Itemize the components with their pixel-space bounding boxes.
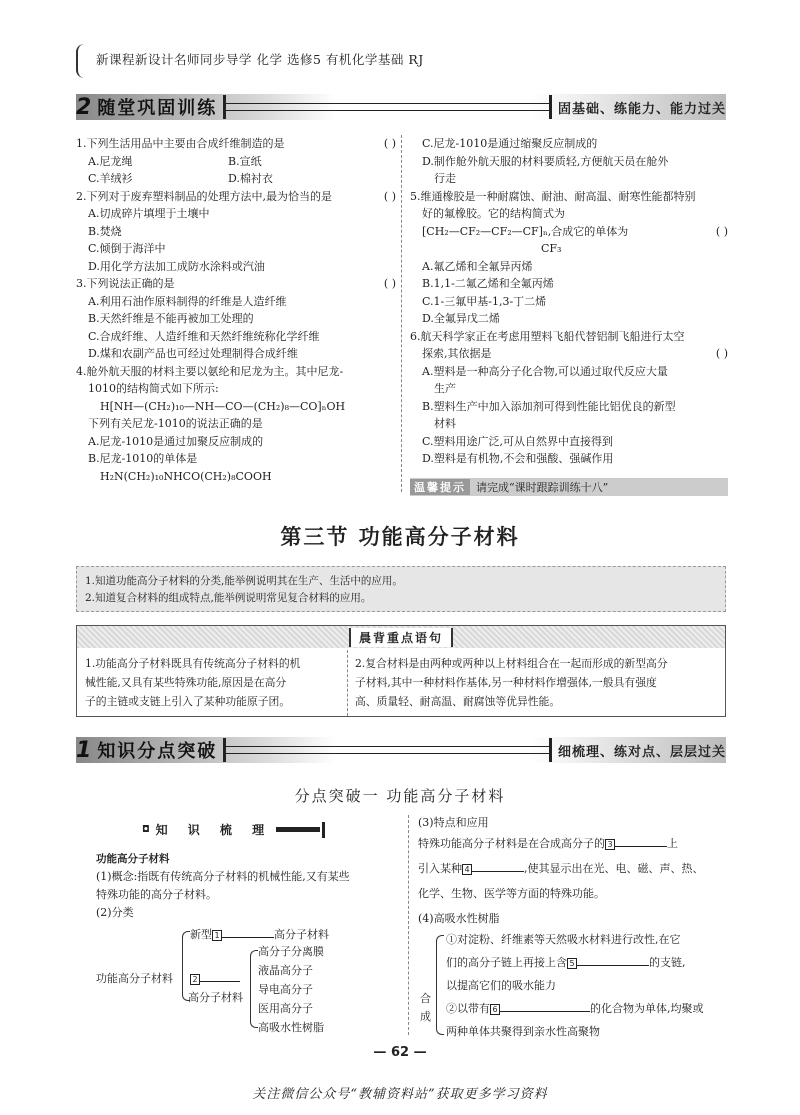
option: D.煤和农副产品也可经过处理制得合成纤维 [88,347,298,360]
option: B.焚烧 [88,224,122,238]
key-point-right [355,654,721,711]
lower-column-divider [408,815,409,1035]
goal-item: 2.知道复合材料的组成特点,能举例说明常见复合材料的应用。 [85,592,372,604]
blank-number-box: 1 [212,930,222,941]
option: D.棉衬衣 [228,172,273,185]
section-rule [223,746,552,754]
section-band-knowledge [76,737,726,763]
option: 行走 [434,172,456,185]
method-line: ①对淀粉、纤维素等天然吸水材料进行改性,在它 [446,933,681,946]
fill-blank[interactable] [500,1000,590,1012]
key-point-line: 子的主链或支链上引入了某种功能原子团。 [85,695,291,708]
feature-line [418,856,728,881]
option: A.塑料是一种高分子化合物,可以通过取代反应大量 [422,364,668,378]
pill-icon: ◘ [142,824,150,835]
option: C.塑料用途广泛,可从自然界中直接得到 [422,434,614,448]
section-band-practice [76,94,726,120]
header-curve [76,44,86,78]
pill-bar-end [322,822,325,838]
formula-monomer: H₂N(CH₂)₁₀NHCO(CH₂)₈COOH [100,469,272,483]
question-text: 1010的结构简式如下所示: [88,382,219,395]
question-1: 1.下列生活用品中主要由合成纤维制造的是 ( ) [76,135,396,153]
option: C.合成纤维、人造纤维和天然纤维统称化学纤维 [88,329,320,343]
synthesis-label: 合成 [420,992,431,1023]
text: 们的高分子链上再接上含 [446,956,567,969]
section-rule [223,103,552,111]
goal-item: 1.知道功能高分子材料的分类,能举例说明其在生产、生活中的应用。 [85,575,403,587]
fill-blank[interactable] [615,835,667,847]
tree-branch-2: 高分子材料 [188,991,243,1004]
option: 生产 [434,382,456,395]
option: D.制作舱外航天服的材料要质轻,方便航天员在舱外 [422,154,669,168]
method-line [446,997,704,1020]
classify-heading: (2)分类 [96,906,134,919]
tree-label: 新型 [190,928,212,941]
synthesis-brace [436,935,444,1035]
option: B.1,1-二氟乙烯和全氟丙烯 [422,277,554,290]
tip-text: 请完成“课时跟踪训练十八” [476,481,609,494]
answer-paren: ( ) [715,224,728,238]
question-text: 好的氟橡胶。它的结构简式为 [422,207,565,220]
blank-number-box: 6 [490,1004,500,1015]
footer-note: 关注微信公众号“教辅资料站”获取更多学习资料 [252,1087,548,1102]
concept-line: (1)概念:指既有传统高分子材料的机械性能,又有某些 [96,870,350,883]
key-point-line: 1.功能高分子材料既具有传统高分子材料的机 [85,657,301,670]
formula-rubber [410,223,728,241]
option: C.尼龙-1010是通过缩聚反应制成的 [422,137,598,150]
section-tagline: 固基础、练能力、能力过关 [557,101,726,117]
blank-number-box: 5 [567,958,577,969]
key-points-header [77,626,725,648]
knowledge-pill [142,821,325,838]
question-5: 5.维通橡胶是一种耐腐蚀、耐油、耐高温、耐寒性能都特别 [410,189,696,203]
option: A.尼龙绳 [88,154,133,168]
tree-label: 高分子材料 [274,928,329,941]
knowledge-heading: 功能高分子材料 [96,853,170,865]
knowledge-left [96,850,396,922]
answer-paren: ( ) [715,347,728,360]
option: A.切成碎片填埋于土壤中 [88,207,210,220]
option-row [76,153,396,171]
question-text: 下列有关尼龙-1010的说法正确的是 [88,417,263,430]
option: A.氟乙烯和全氟异丙烯 [422,259,533,273]
key-points-heading: 晨背重点语句 [349,628,453,647]
text: 特殊功能高分子材料是在合成高分子的 [418,837,605,850]
fill-blank[interactable] [200,970,240,982]
page-number: — 62 — [373,1045,427,1060]
formula-nylon: H[NH—(CH₂)₁₀—NH—CO—(CH₂)₈—CO]ₙOH [100,399,346,413]
text: 上 [667,837,678,850]
option: B.塑料生产中加入添加剂可得到性能比铝优良的新型 [422,399,676,413]
option: D.全氟异戊二烯 [422,312,500,325]
key-points-box [76,625,726,717]
tree-leaf: 医用高分子 [258,1002,313,1015]
section-title: 知识分点突破 [97,741,218,762]
option: D.塑料是有机物,不会和强酸、强碱作用 [422,452,614,465]
option: B.尼龙-1010的单体是 [88,452,198,465]
question-2: 2.下列对于废弃塑料制品的处理方法中,最为恰当的是 ( ) [76,188,396,206]
fill-blank[interactable] [472,860,524,872]
tree-leaf: 高吸水性树脂 [258,1021,324,1034]
option: C.倾倒于海洋中 [88,242,166,255]
section-title: 随堂巩固训练 [97,98,218,119]
feature-line [418,831,728,856]
tree-blank-2 [190,970,240,988]
option: B.天然纤维是不能再被加工处理的 [88,312,254,325]
key-point-line: 2.复合材料是由两种或两种以上材料组合在一起而形成的新型高分 [355,657,668,670]
feature-heading: (3)特点和应用 [418,816,489,829]
question-text: 探索,其依据是 ( ) [410,345,728,363]
learning-goals [76,566,726,612]
option: A.尼龙-1010是通过加聚反应制成的 [88,434,264,448]
option: A.利用石油作原料制得的纤维是人造纤维 [88,294,287,308]
option-row [76,170,396,188]
option: 材料 [434,417,456,430]
key-point-line: 高、质量轻、耐高温、耐腐蚀等优异性能。 [355,695,561,708]
tree-brace-inner [250,950,258,1028]
chapter-title: 第三节 功能高分子材料 [280,525,520,549]
question-6: 6.航天科学家正在考虑用塑料飞船代替铝制飞船进行太空 [410,329,685,343]
answer-paren: ( ) [383,137,396,150]
subsection-title: 分点突破一 功能高分子材料 [294,787,506,805]
tree-leaf: 高分子分离膜 [258,945,324,958]
synthesis-methods [446,928,704,1043]
method-line: 以提高它们的吸水能力 [446,979,556,992]
exercise-column-right [410,135,728,468]
fill-blank[interactable] [577,954,649,966]
text: 引入某种 [418,862,462,875]
option: C.羊绒衫 [88,172,133,185]
pill-label: 知 识 梳 理 [155,823,273,837]
blank-number-box: 4 [462,864,472,875]
column-divider [401,135,402,492]
tree-leaf: 导电高分子 [258,983,313,996]
answer-paren: ( ) [383,277,396,290]
option: C.1-三氟甲基-1,3-丁二烯 [422,294,547,308]
blank-number-box: 2 [190,974,200,985]
pill-bar [276,827,320,832]
tip-label: 温馨提示 [410,479,470,495]
section-number: 2 [76,94,92,120]
method-line: 两种单体共聚得到亲水性高聚物 [446,1025,600,1038]
book-header-title: 新课程新设计名师同步导学 化学 选修5 有机化学基础 RJ [96,52,424,67]
tree-leaf: 液晶高分子 [258,964,313,977]
exercise-column-left [76,135,396,485]
text: 的支链, [649,956,686,969]
method-line [446,951,704,974]
tree-root: 功能高分子材料 [96,972,173,985]
fill-blank[interactable] [222,926,274,938]
formula-text: [CH₂—CF₂—CF₂—CF]ₙ,合成它的单体为 [422,224,629,238]
text: 的化合物为单体,均聚或 [590,1002,704,1015]
key-point-line: 子材料,其中一种材料作基体,另一种材料作增强体,一般具有强度 [355,676,657,689]
text: ②以带有 [446,1002,490,1015]
blank-number-box: 3 [605,839,615,850]
knowledge-right [418,815,728,931]
key-point-line: 械性能,又具有某些特殊功能,原因是在高分 [85,676,287,689]
reminder-tip [410,478,728,496]
concept-line: 特殊功能的高分子材料。 [96,888,217,901]
text: ,使其显示出在光、电、磁、声、热、 [524,862,704,875]
section-number: 1 [76,737,92,763]
key-point-left [85,654,343,711]
tree-leaves [258,942,324,1037]
key-points-divider [347,650,348,716]
answer-paren: ( ) [383,189,396,203]
feature-line: 化学、生物、医学等方面的特殊功能。 [418,887,605,900]
question-4: 4.舱外航天服的材料主要以氨纶和尼龙为主。其中尼龙- [76,364,344,378]
option: B.宣纸 [228,154,262,168]
question-3: 3.下列说法正确的是 ( ) [76,275,396,293]
option: D.用化学方法加工成防水涂料或汽油 [88,259,265,273]
formula-branch: CF₃ [541,242,562,255]
resin-heading: (4)高吸水性树脂 [418,912,500,925]
section-tagline: 细梳理、练对点、层层过关 [557,744,726,760]
